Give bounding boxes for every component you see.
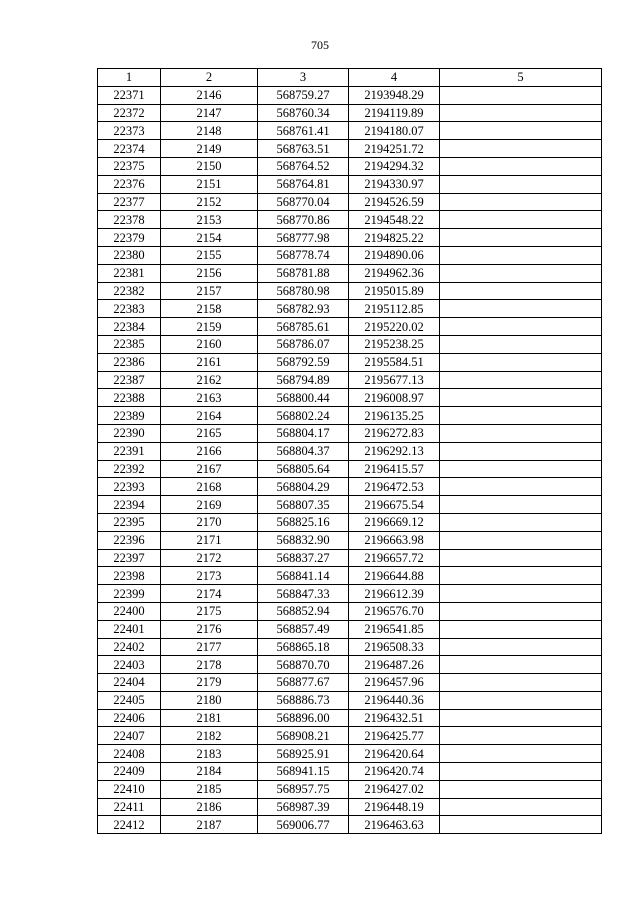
table-cell: 568777.98: [258, 229, 349, 247]
table-cell: 2170: [161, 513, 258, 531]
table-cell: 2196425.77: [349, 727, 440, 745]
table-cell: 568804.37: [258, 442, 349, 460]
table-cell: 2195220.02: [349, 318, 440, 336]
table-cell: [440, 371, 602, 389]
table-cell: 2196420.64: [349, 745, 440, 763]
table-cell: [440, 335, 602, 353]
table-cell: 22409: [98, 763, 161, 781]
table-cell: 568794.89: [258, 371, 349, 389]
table-cell: [440, 496, 602, 514]
table-cell: 2161: [161, 353, 258, 371]
table-cell: 22397: [98, 549, 161, 567]
table-cell: 22402: [98, 638, 161, 656]
table-row: [98, 300, 602, 318]
table-cell: 568804.17: [258, 424, 349, 442]
table-row: [98, 353, 602, 371]
table-cell: 2156: [161, 264, 258, 282]
table-cell: 568841.14: [258, 567, 349, 585]
table-cell: 22386: [98, 353, 161, 371]
table-cell: 22372: [98, 104, 161, 122]
table-cell: [440, 620, 602, 638]
table-cell: [440, 691, 602, 709]
table-cell: 2178: [161, 656, 258, 674]
table-cell: 22383: [98, 300, 161, 318]
table-cell: 2153: [161, 211, 258, 229]
table-cell: [440, 798, 602, 816]
table-cell: 568759.27: [258, 86, 349, 104]
table-cell: 2149: [161, 140, 258, 158]
table-cell: 568770.04: [258, 193, 349, 211]
table-cell: 2194119.89: [349, 104, 440, 122]
table-cell: 2148: [161, 122, 258, 140]
table-row: [98, 763, 602, 781]
table-cell: [440, 104, 602, 122]
table-row: [98, 122, 602, 140]
table-cell: [440, 531, 602, 549]
table-cell: [440, 424, 602, 442]
table-cell: 22387: [98, 371, 161, 389]
table-cell: 22391: [98, 442, 161, 460]
table-cell: [440, 264, 602, 282]
table-cell: 2186: [161, 798, 258, 816]
table-cell: [440, 300, 602, 318]
table-cell: 568763.51: [258, 140, 349, 158]
page-number: 705: [311, 38, 329, 52]
table-cell: [440, 193, 602, 211]
table-row: [98, 531, 602, 549]
table-cell: 2184: [161, 763, 258, 781]
table-cell: 568802.24: [258, 407, 349, 425]
table-cell: 568792.59: [258, 353, 349, 371]
table-cell: [440, 389, 602, 407]
table-cell: 22404: [98, 674, 161, 692]
table-cell: 568786.07: [258, 335, 349, 353]
table-cell: 22412: [98, 816, 161, 834]
table-cell: 568877.67: [258, 674, 349, 692]
table-cell: 568925.91: [258, 745, 349, 763]
table-cell: 2146: [161, 86, 258, 104]
table-cell: 568764.81: [258, 175, 349, 193]
table-cell: 2151: [161, 175, 258, 193]
table-row: [98, 389, 602, 407]
table-cell: [440, 656, 602, 674]
table-cell: 22407: [98, 727, 161, 745]
table-cell: [440, 674, 602, 692]
table-cell: 2196463.63: [349, 816, 440, 834]
table-cell: [440, 638, 602, 656]
table-row: [98, 656, 602, 674]
table-cell: 568837.27: [258, 549, 349, 567]
table-cell: 2196487.26: [349, 656, 440, 674]
table-cell: 2196541.85: [349, 620, 440, 638]
table-cell: 2172: [161, 549, 258, 567]
table-row: [98, 478, 602, 496]
table-cell: 22398: [98, 567, 161, 585]
table-row: [98, 424, 602, 442]
table-cell: 22389: [98, 407, 161, 425]
table-cell: 2194825.22: [349, 229, 440, 247]
table-cell: 2194548.22: [349, 211, 440, 229]
table-cell: 568987.39: [258, 798, 349, 816]
table-cell: 2154: [161, 229, 258, 247]
table-cell: 2196420.74: [349, 763, 440, 781]
table-cell: 2167: [161, 460, 258, 478]
table-cell: 2196427.02: [349, 780, 440, 798]
table-cell: 22408: [98, 745, 161, 763]
table-cell: 568760.34: [258, 104, 349, 122]
table-cell: [440, 549, 602, 567]
table-cell: 568908.21: [258, 727, 349, 745]
table-cell: 568807.35: [258, 496, 349, 514]
table-cell: 2150: [161, 157, 258, 175]
table-cell: [440, 478, 602, 496]
table-row: [98, 620, 602, 638]
table-cell: 568886.73: [258, 691, 349, 709]
table-row: [98, 140, 602, 158]
table-cell: 2163: [161, 389, 258, 407]
table-row: [98, 264, 602, 282]
table-cell: 568852.94: [258, 602, 349, 620]
table-cell: [440, 175, 602, 193]
table-row: [98, 157, 602, 175]
table-row: [98, 674, 602, 692]
table-cell: 2195238.25: [349, 335, 440, 353]
table-cell: 2182: [161, 727, 258, 745]
table-cell: 2195112.85: [349, 300, 440, 318]
table-cell: 22378: [98, 211, 161, 229]
table-cell: [440, 709, 602, 727]
table-cell: [440, 585, 602, 603]
table-row: [98, 104, 602, 122]
table-cell: 2194251.72: [349, 140, 440, 158]
table-cell: 2164: [161, 407, 258, 425]
table-cell: [440, 567, 602, 585]
table-cell: 2196576.70: [349, 602, 440, 620]
table-cell: [440, 745, 602, 763]
table-cell: 2196448.19: [349, 798, 440, 816]
table-cell: 2166: [161, 442, 258, 460]
table-cell: 22401: [98, 620, 161, 638]
table-cell: 22403: [98, 656, 161, 674]
table-row: [98, 371, 602, 389]
column-header: 5: [440, 69, 602, 87]
table-cell: 2194890.06: [349, 246, 440, 264]
table-cell: [440, 780, 602, 798]
table-cell: 22371: [98, 86, 161, 104]
table-cell: 22379: [98, 229, 161, 247]
table-row: [98, 709, 602, 727]
table-row: [98, 816, 602, 834]
table-cell: 2147: [161, 104, 258, 122]
table-row: [98, 229, 602, 247]
table-cell: 2196440.36: [349, 691, 440, 709]
table-cell: 2193948.29: [349, 86, 440, 104]
table-cell: 2169: [161, 496, 258, 514]
table-cell: 2196135.25: [349, 407, 440, 425]
table-cell: 2158: [161, 300, 258, 318]
table-row: [98, 335, 602, 353]
table-cell: [440, 353, 602, 371]
table-cell: 22395: [98, 513, 161, 531]
table-row: [98, 585, 602, 603]
table-cell: 568865.18: [258, 638, 349, 656]
table-cell: 22385: [98, 335, 161, 353]
table-cell: [440, 140, 602, 158]
table-cell: [440, 318, 602, 336]
table-cell: 22405: [98, 691, 161, 709]
table-cell: [440, 246, 602, 264]
table-cell: 22376: [98, 175, 161, 193]
table-cell: 22392: [98, 460, 161, 478]
table-row: [98, 282, 602, 300]
table-cell: 568770.86: [258, 211, 349, 229]
table-cell: 2174: [161, 585, 258, 603]
table-row: [98, 780, 602, 798]
table-cell: 22381: [98, 264, 161, 282]
table-cell: 2196472.53: [349, 478, 440, 496]
table-cell: 2194294.32: [349, 157, 440, 175]
table-cell: 568782.93: [258, 300, 349, 318]
table-cell: 2194330.97: [349, 175, 440, 193]
table-cell: 568761.41: [258, 122, 349, 140]
table-cell: 2152: [161, 193, 258, 211]
table-row: [98, 638, 602, 656]
table-cell: 568780.98: [258, 282, 349, 300]
table-cell: [440, 763, 602, 781]
table-cell: 568805.64: [258, 460, 349, 478]
table-cell: 2196675.54: [349, 496, 440, 514]
table-cell: 2196663.98: [349, 531, 440, 549]
table-row: [98, 602, 602, 620]
table-cell: 2196612.39: [349, 585, 440, 603]
table-cell: 568857.49: [258, 620, 349, 638]
table-cell: 568778.74: [258, 246, 349, 264]
table-cell: 568832.90: [258, 531, 349, 549]
table-cell: 22411: [98, 798, 161, 816]
table-row: [98, 567, 602, 585]
table-cell: 2196415.57: [349, 460, 440, 478]
table-cell: 568764.52: [258, 157, 349, 175]
table-cell: [440, 229, 602, 247]
table-row: [98, 407, 602, 425]
column-header: 3: [258, 69, 349, 87]
table-cell: 22384: [98, 318, 161, 336]
table-row: [98, 175, 602, 193]
table-cell: 568847.33: [258, 585, 349, 603]
table-row: [98, 496, 602, 514]
table-cell: 2181: [161, 709, 258, 727]
table-cell: 2195584.51: [349, 353, 440, 371]
table-cell: 2195015.89: [349, 282, 440, 300]
table-row: [98, 513, 602, 531]
table-row: [98, 691, 602, 709]
table-cell: 22377: [98, 193, 161, 211]
table-cell: 2177: [161, 638, 258, 656]
table-cell: 2196669.12: [349, 513, 440, 531]
table-header-row: [98, 69, 602, 87]
table-row: [98, 211, 602, 229]
table-cell: [440, 460, 602, 478]
table-cell: 2183: [161, 745, 258, 763]
table-cell: 22393: [98, 478, 161, 496]
table-cell: [440, 86, 602, 104]
table-row: [98, 460, 602, 478]
table-cell: 22406: [98, 709, 161, 727]
table-cell: 2159: [161, 318, 258, 336]
table-cell: 569006.77: [258, 816, 349, 834]
table-cell: 2196508.33: [349, 638, 440, 656]
table-cell: 2195677.13: [349, 371, 440, 389]
table-row: [98, 549, 602, 567]
table-cell: 568896.00: [258, 709, 349, 727]
table-cell: 22373: [98, 122, 161, 140]
table-cell: 2162: [161, 371, 258, 389]
table-cell: 2196432.51: [349, 709, 440, 727]
table-row: [98, 246, 602, 264]
table-cell: 568800.44: [258, 389, 349, 407]
table-cell: 2196657.72: [349, 549, 440, 567]
table-cell: 2196008.97: [349, 389, 440, 407]
table-cell: 2160: [161, 335, 258, 353]
table-cell: [440, 407, 602, 425]
table-row: [98, 798, 602, 816]
table-cell: 568781.88: [258, 264, 349, 282]
table-cell: 2196272.83: [349, 424, 440, 442]
table-cell: 2176: [161, 620, 258, 638]
table-cell: [440, 442, 602, 460]
table-cell: 22399: [98, 585, 161, 603]
table-row: [98, 318, 602, 336]
coordinates-table: [97, 68, 602, 834]
table-row: [98, 727, 602, 745]
table-cell: [440, 816, 602, 834]
table-cell: 2185: [161, 780, 258, 798]
table-cell: 2180: [161, 691, 258, 709]
table-cell: 22390: [98, 424, 161, 442]
table-cell: [440, 513, 602, 531]
table-cell: 22380: [98, 246, 161, 264]
table-cell: 22375: [98, 157, 161, 175]
table-cell: 2179: [161, 674, 258, 692]
table-cell: 2165: [161, 424, 258, 442]
table-cell: 568804.29: [258, 478, 349, 496]
table-cell: [440, 602, 602, 620]
table-cell: 2194962.36: [349, 264, 440, 282]
column-header: 2: [161, 69, 258, 87]
table-cell: 22388: [98, 389, 161, 407]
table-cell: 22382: [98, 282, 161, 300]
table-cell: 568825.16: [258, 513, 349, 531]
table-cell: 22396: [98, 531, 161, 549]
table-row: [98, 745, 602, 763]
table-cell: 22410: [98, 780, 161, 798]
table-cell: 2196644.88: [349, 567, 440, 585]
table-cell: 568957.75: [258, 780, 349, 798]
table-row: [98, 86, 602, 104]
table-cell: 2173: [161, 567, 258, 585]
table-row: [98, 442, 602, 460]
table-cell: 2155: [161, 246, 258, 264]
column-header: 1: [98, 69, 161, 87]
table-cell: 568785.61: [258, 318, 349, 336]
table-cell: [440, 211, 602, 229]
table-cell: [440, 282, 602, 300]
table-cell: [440, 122, 602, 140]
table-cell: 2187: [161, 816, 258, 834]
table-cell: 2175: [161, 602, 258, 620]
table-cell: 22400: [98, 602, 161, 620]
table-cell: [440, 157, 602, 175]
table-cell: 2157: [161, 282, 258, 300]
table-row: [98, 193, 602, 211]
table-cell: [440, 727, 602, 745]
table-body: [98, 86, 602, 833]
table-cell: 2196292.13: [349, 442, 440, 460]
table-cell: 2168: [161, 478, 258, 496]
table-cell: 2196457.96: [349, 674, 440, 692]
table-cell: 2194526.59: [349, 193, 440, 211]
table-cell: 22374: [98, 140, 161, 158]
table-cell: 22394: [98, 496, 161, 514]
column-header: 4: [349, 69, 440, 87]
table-cell: 568870.70: [258, 656, 349, 674]
table-cell: 2194180.07: [349, 122, 440, 140]
table-cell: 2171: [161, 531, 258, 549]
table-cell: 568941.15: [258, 763, 349, 781]
